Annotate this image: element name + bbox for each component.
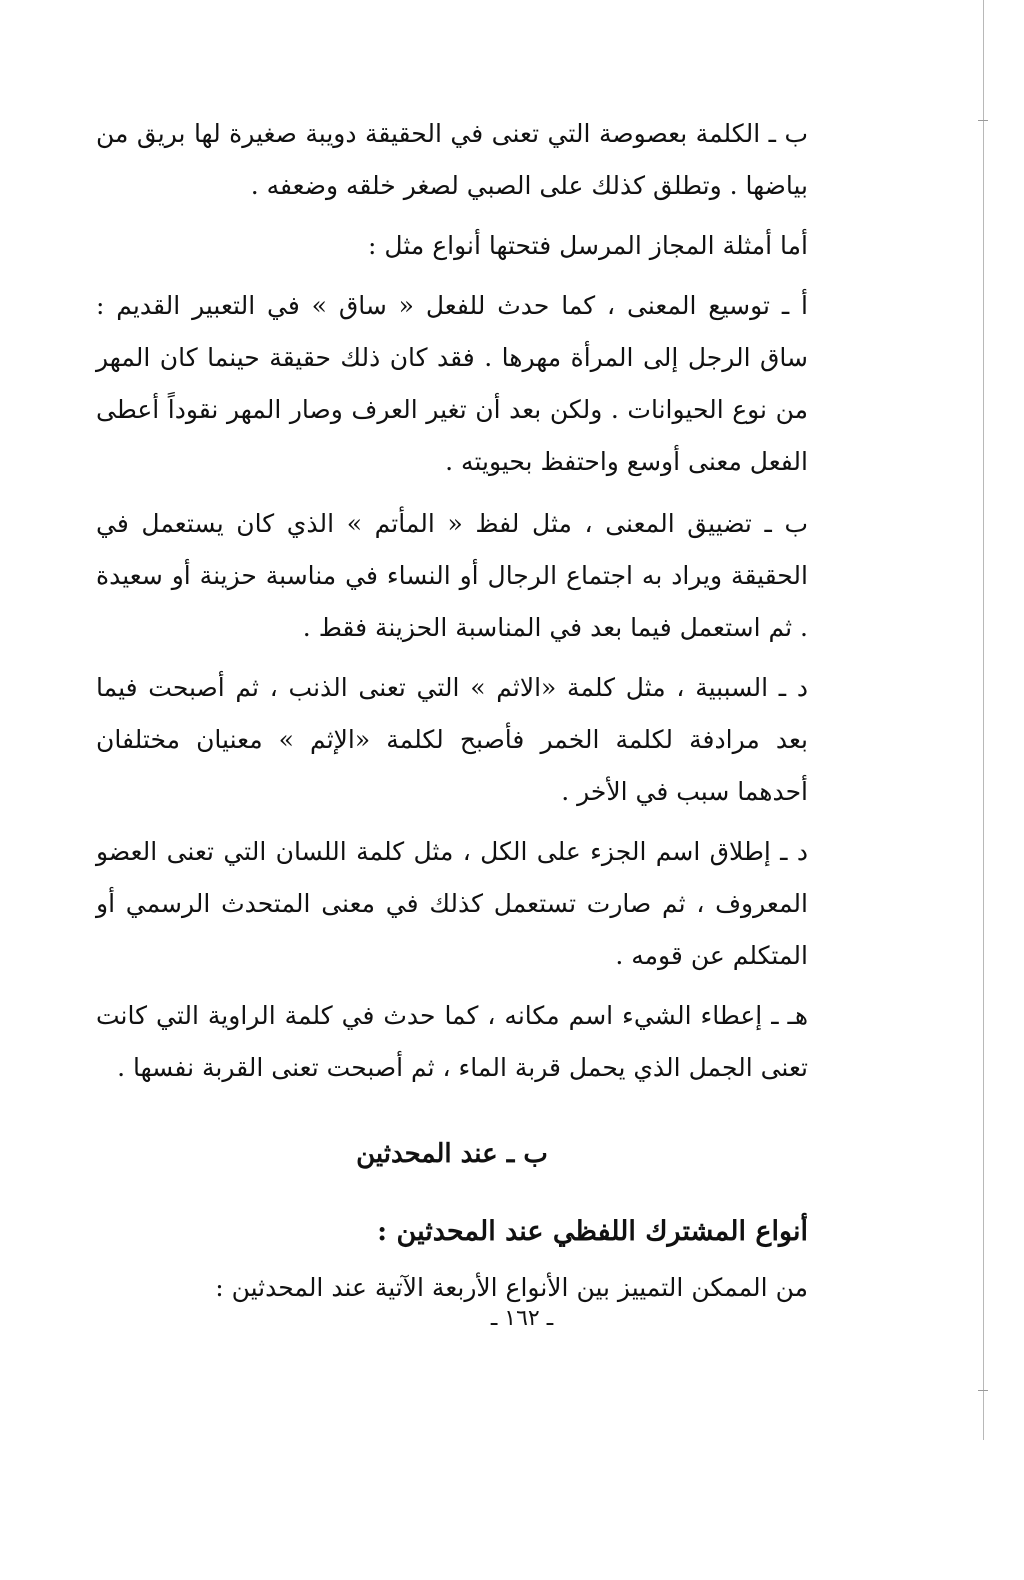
- paragraph-part-for-whole: د ـ إطلاق اسم الجزء على الكل ، مثل كلمة اللسان التي تعنى العضو المعروف ، ثم صارت تستعمل كذلك في معنى المتحدث الرسمي أو المتكلم عن قومه .: [96, 837, 808, 970]
- paragraph-baasusa: ب ـ الكلمة بعصوصة التي تعنى في الحقيقة دويبة صغيرة لها بريق من بياضها . وتطلق كذلك على الصبي لصغر خلقه وضعفه .: [96, 119, 808, 200]
- page-number: ـ ١٦٢ ـ: [490, 1306, 554, 1331]
- binding-tick-mark: [978, 120, 988, 121]
- paragraph-causality: د ـ السببية ، مثل كلمة «الاثم » التي تعنى الذنب ، ثم أصبحت فيما بعد مرادفة لكلمة الخمر فأصبح لكلمة «الإثم » معنيان مختلفان أحدهما سبب في الأخر .: [96, 673, 808, 806]
- subheading: أنواع المشترك اللفظي عند المحدثين :: [377, 1216, 808, 1247]
- binding-tick-mark: [978, 1390, 988, 1391]
- paragraph-narrowing: ب ـ تضييق المعنى ، مثل لفظ « المأتم » الذي كان يستعمل في الحقيقة ويراد به اجتماع الرجال أو النساء في مناسبة حزينة أو سعيدة . ثم استعمل فيما بعد في المناسبة الحزينة فقط .: [96, 509, 808, 642]
- paragraph-widening: أ ـ توسيع المعنى ، كما حدث للفعل « ساق » في التعبير القديم : ساق الرجل إلى المرأة مهرها . فقد كان ذلك حقيقة حينما كان المهر من نوع الحيوانات . ولكن بعد أن تغير العرف وصار المهر نقوداً أعطى الفعل معنى أوسع واحتفظ بحيويته .: [96, 291, 808, 476]
- paragraph-majaz-intro: أما أمثلة المجاز المرسل فتحتها أنواع مثل :: [368, 231, 808, 260]
- section-heading: ب ـ عند المحدثين: [356, 1139, 548, 1169]
- paragraph-place-name: هـ ـ إعطاء الشيء اسم مكانه ، كما حدث في كلمة الراوية التي كانت تعنى الجمل الذي يحمل قربة الماء ، ثم أصبحت تعنى القربة نفسها .: [96, 1001, 808, 1082]
- body-text: [96, 108, 808, 1322]
- binding-edge-line: [983, 0, 984, 1440]
- paragraph-closing: من الممكن التمييز بين الأنواع الأربعة الآتية عند المحدثين :: [215, 1273, 808, 1302]
